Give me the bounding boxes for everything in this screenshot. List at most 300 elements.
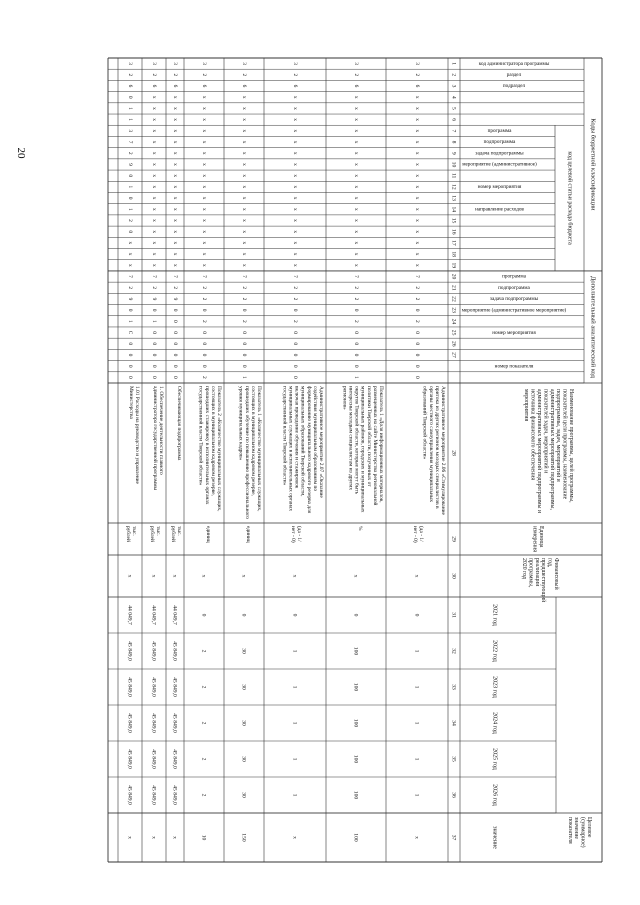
code-cell: 1 xyxy=(240,376,247,379)
code-cell: х xyxy=(413,241,420,245)
code-cell: 0 xyxy=(413,342,420,346)
code-cell: 2 xyxy=(150,73,157,77)
row-year-2023: 1 xyxy=(413,685,420,689)
row-target: х xyxy=(126,836,133,839)
row-year-2026: 1 xyxy=(413,793,420,797)
code-cell: х xyxy=(413,196,420,200)
column-number: 17 xyxy=(450,240,457,246)
column-number: 24 xyxy=(450,318,457,325)
code-cell: х xyxy=(352,118,359,121)
row-prev-year: х xyxy=(150,574,157,578)
column-number: 12 xyxy=(450,184,457,190)
code-cell: х xyxy=(171,95,178,99)
code-cell: 2 xyxy=(413,297,420,301)
row-year-2023: 2 xyxy=(200,685,207,689)
code-cell: х xyxy=(291,107,298,110)
row-year-2021: 44 049,7 xyxy=(171,605,178,625)
row-unit: тыс.рублей xyxy=(169,526,182,542)
budget-codes-header: Коды бюджетной классификации xyxy=(589,118,597,211)
code-cell: 0 xyxy=(171,364,178,368)
code-cell: х xyxy=(291,230,298,234)
code-cell: х xyxy=(200,163,207,166)
code-cell: 0 xyxy=(240,353,247,357)
code-cell: х xyxy=(352,252,359,256)
row-prev-year: х xyxy=(291,574,298,578)
row-year-2026: 1 xyxy=(291,793,298,797)
code-cell: х xyxy=(413,185,420,189)
code-cell: 2 xyxy=(200,73,207,77)
code-cell: 7 xyxy=(126,140,133,144)
code-cell: х xyxy=(171,107,178,110)
code-cell: 1 xyxy=(150,320,157,323)
code-column-label: номер показателя xyxy=(494,363,534,370)
code-cell: 6 xyxy=(240,84,247,88)
row-year-2023: 100 xyxy=(352,682,359,692)
code-cell: 2 xyxy=(352,73,359,77)
code-column-label: раздел xyxy=(506,71,522,78)
column-number: 8 xyxy=(450,140,457,144)
code-cell: х xyxy=(352,95,359,99)
code-column-label: направление расходов xyxy=(475,206,524,213)
row-name: Административное мероприятие 2.06 «Стимулированиепритока из других регионов молодых специалистов ворганы местного самоуправления муниципальныхобразований Тверской области» xyxy=(421,386,446,515)
row-name: 1.01 Расходы на руководство и управлениеМинистерства xyxy=(127,386,140,484)
row-name: Показатель 1 «Количество муниципальных служащих,состоящих в муниципальном кадровом резерве,прошедших обучение по повышению профессиональногоуровня муниципальных кадров» xyxy=(237,386,262,519)
year-header-2024: 2024 год xyxy=(491,712,498,734)
code-cell: х xyxy=(291,252,298,256)
row-year-2026: 45 849,0 xyxy=(150,785,157,805)
code-cell: х xyxy=(240,140,247,144)
row-unit: единиц xyxy=(245,526,251,543)
code-cell: х xyxy=(200,95,207,99)
code-cell: 0 xyxy=(240,308,247,312)
code-cell: х xyxy=(413,140,420,144)
row-year-2022: 45 849,0 xyxy=(126,641,133,661)
code-cell: 2 xyxy=(352,286,359,290)
code-cell: х xyxy=(200,174,207,178)
code-cell: х xyxy=(413,118,420,121)
row-year-2023: 45 849,0 xyxy=(126,677,133,697)
code-cell: х xyxy=(352,241,359,245)
code-cell: 1 xyxy=(126,107,133,110)
code-cell: х xyxy=(171,118,178,121)
code-cell: 2 xyxy=(126,73,133,77)
code-cell: 2 xyxy=(240,320,247,323)
code-cell: х xyxy=(200,252,207,256)
code-cell: 3 xyxy=(413,62,420,65)
value-header: значение xyxy=(491,826,498,849)
code-cell: х xyxy=(171,129,178,133)
code-cell: х xyxy=(200,230,207,234)
code-column-label: задача подпрограммы xyxy=(475,150,524,157)
code-cell: 7 xyxy=(352,275,359,278)
code-cell: 0 xyxy=(150,342,157,346)
table-text xyxy=(125,61,597,849)
code-column-label: программа xyxy=(502,273,526,280)
code-cell: х xyxy=(413,207,420,211)
code-cell: х xyxy=(150,174,157,178)
code-cell: х xyxy=(291,219,298,222)
code-cell: х xyxy=(240,107,247,110)
code-cell: 0 xyxy=(352,364,359,368)
code-cell: х xyxy=(240,230,247,234)
code-cell: 9 xyxy=(126,297,133,301)
code-cell: 0 xyxy=(150,353,157,357)
code-cell: х xyxy=(171,196,178,200)
row-target: 10 xyxy=(200,834,207,841)
row-name: Административное мероприятие 2.07 «Оказаниесодействия муниципальным образованиям поформированию муниципального кадрового резерва длямуниципальных образований Тверской области,включая проведение обучения и стажировокмуниципальных служащих в исполнительных органахгосударственной власти Тверской области» xyxy=(281,386,324,514)
code-cell: 3 xyxy=(126,62,133,65)
code-cell: х xyxy=(150,129,157,133)
extra-code-header: Дополнительный аналитический код xyxy=(589,276,597,378)
code-cell: 0 xyxy=(126,342,133,346)
row-year-2023: 45 849,0 xyxy=(150,677,157,697)
row-name: Показатель 1 «Доля информационных материалов,размещенных на сайте Министерства региональнойполитики Тверской области, полученных отмуниципальных районов, городских и муниципальныхокругов Тверской области, которые могут бытьинтересны молодым специалистам из другихрегионов» xyxy=(341,386,384,513)
row-year-2024: 45 849,0 xyxy=(126,713,133,733)
code-cell: х xyxy=(240,207,247,211)
code-cell: 2 xyxy=(171,73,178,77)
code-cell: х xyxy=(413,174,420,178)
page-number: 20 xyxy=(15,147,27,159)
year-header-2025: 2025 год xyxy=(491,748,498,770)
code-cell: х xyxy=(150,252,157,256)
row-prev-year: х xyxy=(352,574,359,578)
code-cell: 2 xyxy=(413,286,420,290)
code-cell: 2 xyxy=(126,151,133,155)
code-column-label: подпрограмма xyxy=(483,139,516,146)
code-cell: 0 xyxy=(413,353,420,357)
code-cell: х xyxy=(240,263,247,267)
column-number: 35 xyxy=(450,756,457,762)
code-cell: х xyxy=(150,207,157,211)
code-cell: 2 xyxy=(240,286,247,290)
code-cell: 0 xyxy=(352,331,359,334)
row-year-2026: 45 849,0 xyxy=(126,785,133,805)
code-cell: 0 xyxy=(291,364,298,368)
code-cell: х xyxy=(240,241,247,245)
code-cell: х xyxy=(352,151,359,155)
code-cell: 6 xyxy=(352,84,359,88)
code-cell: 2 xyxy=(200,376,207,379)
code-cell: х xyxy=(291,196,298,200)
code-column-label: номер мероприятия xyxy=(492,329,536,336)
code-cell: х xyxy=(150,151,157,155)
code-cell: 0 xyxy=(413,376,420,379)
column-number: 13 xyxy=(450,195,457,201)
code-cell: х xyxy=(171,174,178,178)
code-cell: х xyxy=(240,185,247,189)
code-cell: 0 xyxy=(413,331,420,334)
code-cell: х xyxy=(200,107,207,110)
row-year-2021: 0 xyxy=(291,613,298,617)
code-cell: 2 xyxy=(240,297,247,301)
row-year-2024: 1 xyxy=(413,721,420,725)
code-column-label: подраздел xyxy=(502,83,526,90)
code-cell: х xyxy=(240,252,247,256)
code-cell: х xyxy=(171,151,178,155)
row-year-2022: 30 xyxy=(240,648,247,654)
code-cell: 3 xyxy=(200,62,207,65)
code-cell: 6 xyxy=(291,84,298,88)
code-cell: х xyxy=(413,107,420,110)
row-unit: (да - 1/нет - 0) xyxy=(289,526,302,543)
rotated-table-page xyxy=(100,50,610,870)
column-number: 14 xyxy=(450,206,457,213)
code-cell: х xyxy=(126,252,133,256)
row-year-2025: 45 849,0 xyxy=(171,749,178,769)
row-year-2025: 2 xyxy=(200,757,207,761)
row-year-2021: 0 xyxy=(240,613,247,617)
column-number: 23 xyxy=(450,307,457,313)
row-year-2024: 45 849,0 xyxy=(171,713,178,733)
row-year-2021: 44 049,7 xyxy=(126,605,133,625)
code-cell: 6 xyxy=(413,84,420,88)
code-cell: х xyxy=(150,107,157,110)
code-cell: 1 xyxy=(126,207,133,211)
code-cell: х xyxy=(171,207,178,211)
code-cell: 0 xyxy=(171,320,178,323)
column-number: 36 xyxy=(450,792,457,798)
row-year-2023: 45 849,0 xyxy=(171,677,178,697)
code-cell: 9 xyxy=(150,297,157,301)
code-cell: 6 xyxy=(171,84,178,88)
row-target: х xyxy=(413,836,420,839)
code-cell: х xyxy=(291,207,298,211)
row-year-2025: 45 849,0 xyxy=(150,749,157,769)
code-cell: х xyxy=(171,163,178,166)
code-cell: х xyxy=(200,196,207,200)
code-cell: х xyxy=(240,219,247,222)
code-cell: х xyxy=(413,263,420,267)
code-cell: х xyxy=(240,95,247,99)
row-year-2021: 0 xyxy=(413,613,420,617)
code-column-label: номер мероприятия xyxy=(477,184,522,191)
code-cell: 0 xyxy=(150,308,157,312)
code-cell: х xyxy=(150,163,157,166)
row-unit: (да - 1/нет - 0) xyxy=(411,526,424,543)
code-cell: 7 xyxy=(240,275,247,278)
code-cell: 7 xyxy=(171,275,178,278)
row-target: х xyxy=(150,836,157,839)
row-year-2026: 100 xyxy=(352,790,359,800)
code-cell: 2 xyxy=(126,286,133,290)
code-cell: х xyxy=(171,252,178,256)
row-year-2024: 2 xyxy=(200,721,207,725)
code-cell: 0 xyxy=(171,331,178,334)
row-prev-year: х xyxy=(200,574,207,578)
code-cell: 7 xyxy=(200,275,207,278)
row-year-2025: 1 xyxy=(413,757,420,761)
code-cell: х xyxy=(150,219,157,222)
code-cell: 9 xyxy=(126,163,133,166)
code-cell: 3 xyxy=(291,62,298,65)
code-cell: 1 xyxy=(352,376,359,379)
code-cell: х xyxy=(413,95,420,99)
code-cell: х xyxy=(291,151,298,155)
code-cell: х xyxy=(413,230,420,234)
code-cell: х xyxy=(413,129,420,133)
row-year-2025: 30 xyxy=(240,756,247,762)
code-cell: х xyxy=(413,163,420,166)
code-cell: х xyxy=(150,185,157,189)
code-cell: 3 xyxy=(150,62,157,65)
row-year-2022: 100 xyxy=(352,646,359,656)
row-prev-year: х xyxy=(126,574,133,578)
row-year-2023: 1 xyxy=(291,685,298,689)
code-cell: 2 xyxy=(150,286,157,290)
code-cell: 7 xyxy=(413,275,420,278)
code-cell: х xyxy=(240,118,247,121)
code-cell: 2 xyxy=(200,320,207,323)
column-number: 15 xyxy=(450,217,457,224)
code-cell: 0 xyxy=(200,364,207,368)
code-cell: 3 xyxy=(171,62,178,65)
column-number: 10 xyxy=(450,161,457,168)
code-cell: х xyxy=(291,174,298,178)
code-cell: 0 xyxy=(291,353,298,357)
code-cell: 2 xyxy=(291,297,298,301)
code-cell: 7 xyxy=(126,275,133,278)
code-cell: 2 xyxy=(126,219,133,222)
code-cell: 0 xyxy=(240,342,247,346)
row-prev-year: х xyxy=(171,574,178,578)
column-number: 16 xyxy=(450,228,457,235)
code-cell: х xyxy=(150,196,157,200)
code-cell: х xyxy=(171,219,178,222)
code-cell: х xyxy=(352,263,359,267)
code-cell: х xyxy=(171,230,178,234)
column-number: 1 xyxy=(450,62,457,66)
code-cell: С xyxy=(126,330,133,335)
code-cell: 1 xyxy=(126,185,133,189)
code-cell: 0 xyxy=(126,308,133,312)
row-name: 1. Обеспечение деятельности главногоадминистратора государственной программы xyxy=(151,386,164,491)
row-year-2023: 30 xyxy=(240,684,247,690)
code-cell: 0 xyxy=(291,342,298,346)
row-name: Обеспечивающая подпрограмма xyxy=(176,386,182,461)
code-cell: х xyxy=(171,185,178,189)
code-cell: х xyxy=(352,140,359,144)
row-target: х xyxy=(291,836,298,839)
code-cell: х xyxy=(150,95,157,99)
code-cell: 0 xyxy=(171,376,178,379)
code-cell: 2 xyxy=(291,286,298,290)
column-number: 3 xyxy=(450,84,457,88)
code-cell: 9 xyxy=(171,297,178,301)
code-cell: 2 xyxy=(200,297,207,301)
code-cell: х xyxy=(200,207,207,211)
code-cell: 0 xyxy=(240,331,247,334)
row-name: Показатель 2 «Количество муниципальных служащих,состоящих в муниципальном кадровом резерве,прошедших стажировку в исполнительных органахгосударственной власти Тверской области» xyxy=(197,386,222,512)
row-unit: единиц xyxy=(205,526,211,543)
code-cell: 3 xyxy=(352,62,359,65)
column-number: 31 xyxy=(450,612,457,618)
column-number: 19 xyxy=(450,262,457,269)
row-year-2024: 45 849,0 xyxy=(150,713,157,733)
code-cell: 0 xyxy=(126,196,133,200)
column-number: 27 xyxy=(450,352,457,358)
code-cell: х xyxy=(291,241,298,245)
code-cell: 0 xyxy=(291,376,298,379)
code-cell: х xyxy=(171,140,178,144)
code-cell: 0 xyxy=(240,364,247,368)
name-column-header: Наименование программы, целей программы,показателей цели программы, наименованиеподпрограммы, задач, мероприятий иадминистративных мероприятий подпрограммы,показателей задач, мероприятий иадминистративных мероприятий подпрограммы иисточника финансового обеспечениямероприятия xyxy=(523,389,574,514)
code-cell: х xyxy=(240,151,247,155)
code-cell: 2 xyxy=(200,286,207,290)
code-cell: х xyxy=(352,107,359,110)
code-column-label: задача подпрограммы xyxy=(489,296,539,303)
row-year-2024: 100 xyxy=(352,718,359,728)
code-cell: х xyxy=(352,230,359,234)
column-number: 4 xyxy=(450,95,457,99)
row-year-2024: 1 xyxy=(291,721,298,725)
code-cell: х xyxy=(413,151,420,155)
code-cell: х xyxy=(171,263,178,267)
code-cell: х xyxy=(200,151,207,155)
code-cell: х xyxy=(291,185,298,189)
code-column-label: мероприятие (административное мероприятие) xyxy=(461,307,567,314)
code-cell: х xyxy=(413,219,420,222)
row-unit: % xyxy=(357,526,363,531)
code-cell: 0 xyxy=(291,331,298,334)
code-cell: 0 xyxy=(126,364,133,368)
row-unit: тыс.рублей xyxy=(124,526,137,542)
column-number: 22 xyxy=(450,296,457,302)
code-cell: 3 xyxy=(240,62,247,65)
column-number: 34 xyxy=(450,720,457,726)
column-number: 25 xyxy=(450,329,457,336)
code-cell: х xyxy=(352,207,359,211)
column-number: 6 xyxy=(450,118,457,122)
row-year-2022: 1 xyxy=(291,649,298,653)
row-year-2024: 30 xyxy=(240,720,247,726)
column-number: 18 xyxy=(450,251,457,257)
code-cell: х xyxy=(200,219,207,222)
code-cell: х xyxy=(171,241,178,245)
code-cell: 0 xyxy=(200,342,207,346)
code-cell: 6 xyxy=(200,84,207,88)
year-header-2021: 2021 год xyxy=(491,604,498,626)
code-cell: х xyxy=(291,129,298,133)
column-number: 9 xyxy=(450,151,457,155)
year-header-2023: 2023 год xyxy=(491,676,498,698)
code-cell: 1 xyxy=(126,320,133,323)
row-target: 150 xyxy=(240,833,247,842)
code-column-label: программа xyxy=(487,128,512,135)
code-column-label: код администратора программы xyxy=(478,60,550,67)
column-number: 28 xyxy=(450,450,457,456)
row-prev-year: х xyxy=(240,574,247,578)
code-cell: х xyxy=(200,140,207,144)
column-number: 33 xyxy=(450,684,457,690)
year-header-2026: 2026 год xyxy=(491,784,498,806)
code-cell: 0 xyxy=(413,364,420,368)
code-cell: х xyxy=(291,163,298,166)
code-cell: 0 xyxy=(200,331,207,334)
code-cell: 3 xyxy=(126,129,133,133)
unit-column-header: Единицаизмерения xyxy=(531,526,544,552)
program-table xyxy=(108,58,602,862)
row-year-2025: 1 xyxy=(291,757,298,761)
year-header-2022: 2022 год xyxy=(491,640,498,662)
row-year-2021: 0 xyxy=(352,613,359,617)
code-cell: 0 xyxy=(126,95,133,99)
code-cell: х xyxy=(352,129,359,133)
row-target: 100 xyxy=(352,833,359,842)
code-cell: х xyxy=(291,263,298,267)
code-cell: 0 xyxy=(126,376,133,379)
column-number: 7 xyxy=(450,129,457,133)
code-cell: х xyxy=(352,185,359,189)
